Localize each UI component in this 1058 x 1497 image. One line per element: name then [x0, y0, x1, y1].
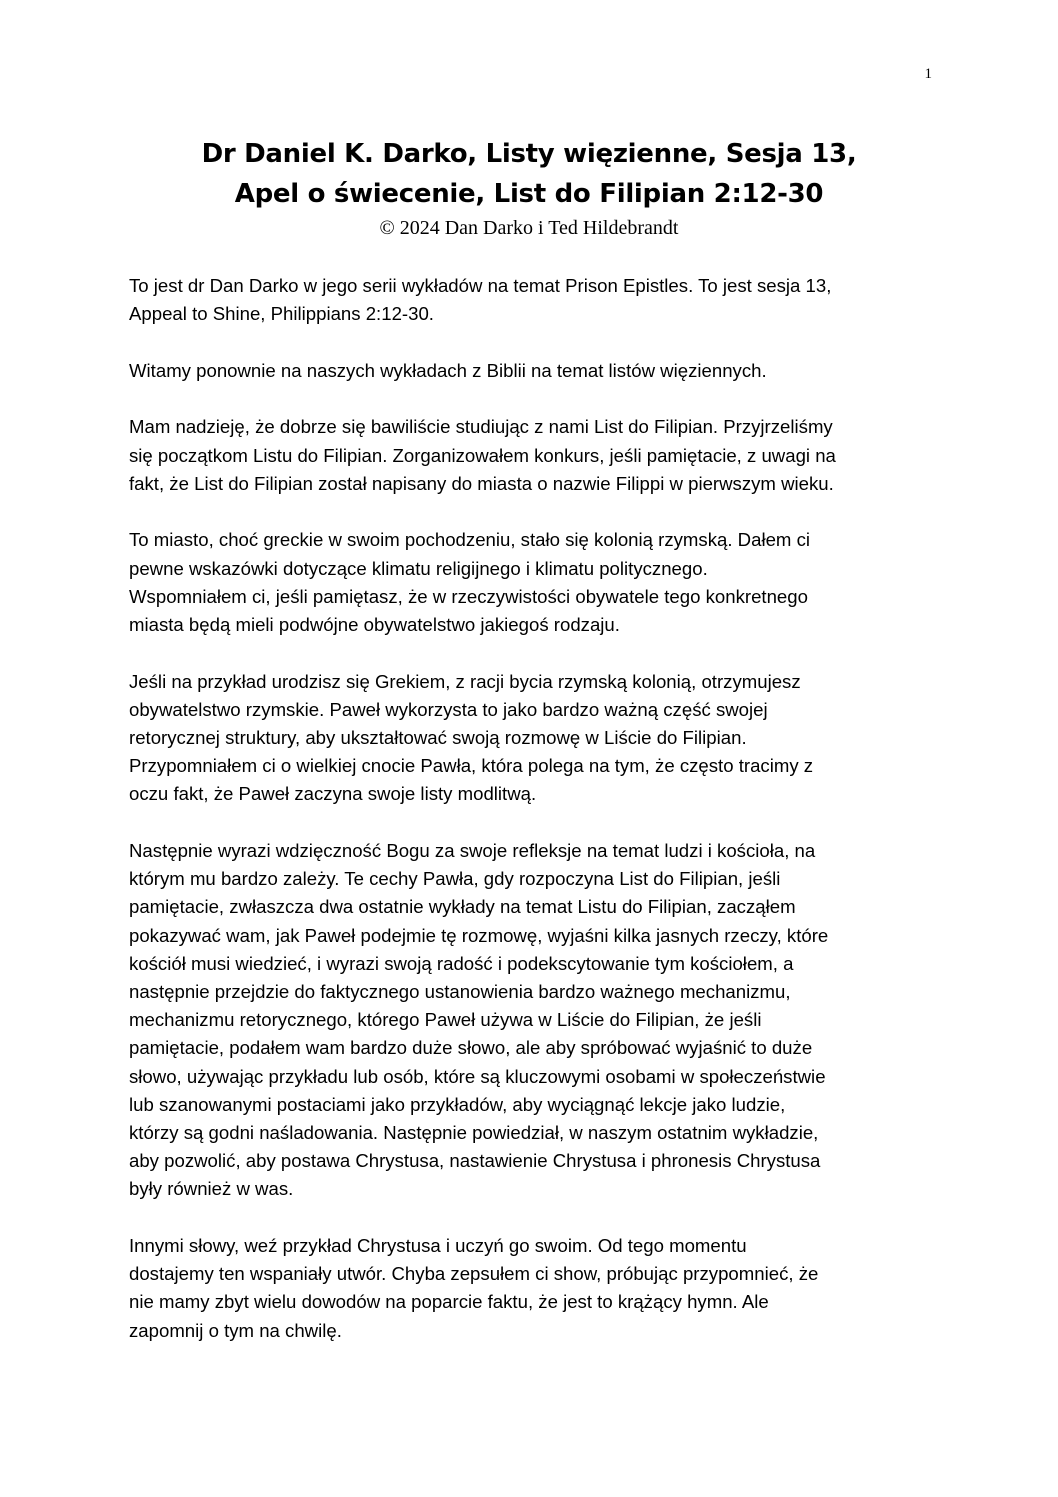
- paragraph: [129, 413, 939, 498]
- paragraph-line: To miasto, choć greckie w swoim pochodzeniu, stało się kolonią rzymską. Dałem ci: [129, 529, 811, 551]
- page-number: 1: [924, 66, 932, 82]
- document-title: [0, 134, 1058, 214]
- paragraph: [129, 668, 939, 809]
- paragraph-line: pewne wskazówki dotyczące klimatu religijnego i klimatu politycznego.: [129, 557, 708, 579]
- copyright-notice: © 2024 Dan Darko i Ted Hildebrandt: [379, 217, 679, 239]
- title-line-1: Dr Daniel K. Darko, Listy więzienne, Sesja 13,: [201, 139, 857, 169]
- paragraph-line: Innymi słowy, weź przykład Chrystusa i uczyń go swoim. Od tego momentu: [129, 1235, 747, 1257]
- title-line-2: Apel o świecenie, List do Filipian 2:12-30: [234, 179, 824, 209]
- paragraph: [129, 272, 939, 328]
- paragraph-line: następnie przejdzie do faktycznego ustanowienia bardzo ważnego mechanizmu,: [129, 981, 791, 1003]
- paragraph-line: Witamy ponownie na naszych wykładach z Biblii na temat listów więziennych.: [129, 359, 767, 381]
- paragraph-line: pamiętacie, zwłaszcza dwa ostatnie wykłady na temat Listu do Filipian, zacząłem: [129, 896, 796, 918]
- paragraph-line: fakt, że List do Filipian został napisany do miasta o nazwie Filippi w pierwszym wieku.: [129, 472, 834, 494]
- paragraph-line: pamiętacie, podałem wam bardzo duże słowo, ale aby spróbować wyjaśnić to duże: [129, 1037, 813, 1059]
- paragraph-line: lub szanowanymi postaciami jako przykładów, aby wyciągnąć lekcje jako ludzie,: [129, 1093, 786, 1115]
- paragraph: [129, 837, 939, 1204]
- paragraph: [129, 526, 939, 639]
- paragraph-line: aby pozwolić, aby postawa Chrystusa, nastawienie Chrystusa i phronesis Chrystusa: [129, 1150, 821, 1172]
- paragraph-line: Appeal to Shine, Philippians 2:12-30.: [129, 303, 434, 325]
- paragraph-line: słowo, używając przykładu lub osób, które są kluczowymi osobami w społeczeństwie: [129, 1065, 826, 1087]
- paragraph-line: Wspomniałem ci, jeśli pamiętasz, że w rzeczywistości obywatele tego konkretnego: [129, 585, 808, 607]
- paragraph-line: oczu fakt, że Paweł zaczyna swoje listy modlitwą.: [129, 783, 537, 805]
- paragraph-line: się początkom Listu do Filipian. Zorganizowałem konkurs, jeśli pamiętacie, z uwagi na: [129, 444, 836, 466]
- paragraph-line: Mam nadzieję, że dobrze się bawiliście studiując z nami List do Filipian. Przyjrzeliśmy: [129, 416, 833, 438]
- paragraph: [129, 1232, 939, 1345]
- paragraph-line: retorycznej struktury, aby ukształtować swoją rozmowę w Liście do Filipian.: [129, 727, 747, 748]
- paragraph-line: były również w was.: [129, 1178, 294, 1200]
- paragraph-line: To jest dr Dan Darko w jego serii wykładów na temat Prison Epistles. To jest sesja 13,: [129, 275, 832, 296]
- paragraph-line: nie mamy zbyt wielu dowodów na poparcie faktu, że jest to krążący hymn. Ale: [129, 1291, 769, 1313]
- paragraph-line: Przypomniałem ci o wielkiej cnocie Pawła, która polega na tym, że często tracimy z: [129, 755, 814, 777]
- paragraph-line: mechanizmu retorycznego, którego Paweł używa w Liście do Filipian, że jeśli: [129, 1009, 762, 1031]
- paragraph-line: zapomnij o tym na chwilę.: [129, 1319, 342, 1341]
- paragraph-line: obywatelstwo rzymskie. Paweł wykorzysta to jako bardzo ważną część swojej: [129, 698, 768, 720]
- paragraph-line: miasta będą mieli podwójne obywatelstwo jakiegoś rodzaju.: [129, 614, 620, 635]
- paragraph-line: pokazywać wam, jak Paweł podejmie tę rozmowę, wyjaśni kilka jasnych rzeczy, które: [129, 924, 829, 946]
- paragraph-line: którym mu bardzo zależy. Te cechy Pawła, gdy rozpoczyna List do Filipian, jeśli: [129, 868, 781, 890]
- paragraph-line: dostajemy ten wspaniały utwór. Chyba zepsułem ci show, próbując przypomnieć, że: [129, 1263, 819, 1285]
- paragraph-line: którzy są godni naśladowania. Następnie powiedział, w naszym ostatnim wykładzie,: [129, 1122, 819, 1144]
- paragraph: [129, 357, 939, 385]
- document-body: [129, 272, 939, 1373]
- paragraph-line: Następnie wyrazi wdzięczność Bogu za swoje refleksje na temat ludzi i kościoła, na: [129, 840, 816, 861]
- paragraph-line: kościół musi wiedzieć, i wyrazi swoją radość i podekscytowanie tym kościołem, a: [129, 952, 794, 974]
- paragraph-line: Jeśli na przykład urodzisz się Grekiem, z racji bycia rzymską kolonią, otrzymujesz: [129, 670, 801, 692]
